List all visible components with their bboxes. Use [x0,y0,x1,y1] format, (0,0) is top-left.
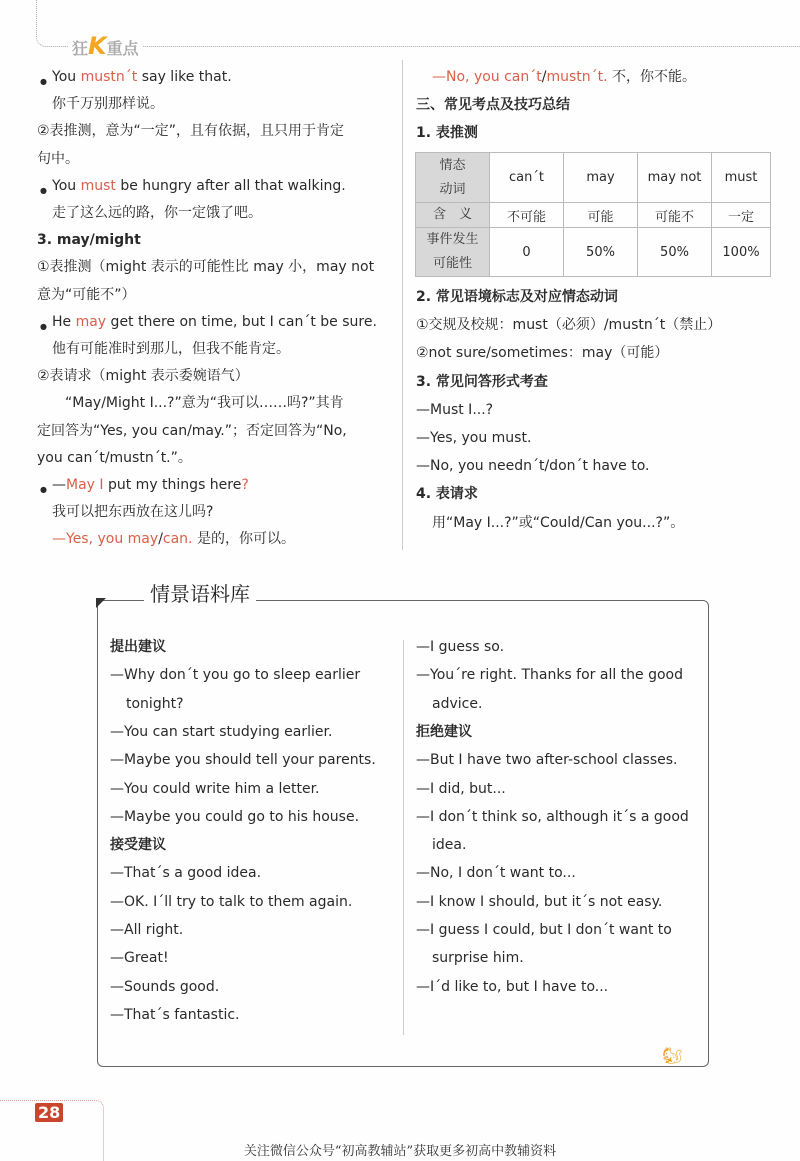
text-segment: —Maybe you could go to his house. [110,808,360,825]
text-segment: 定回答为“Yes, you can/may.”；否定回答为“No, [37,422,347,439]
text-line [37,286,136,304]
text-segment: 3. may/might [37,232,141,249]
text-line [52,177,346,195]
text-segment: —I guess so. [416,639,505,655]
text-segment: — [52,477,66,493]
text-line [110,921,183,939]
logo-k: K [88,32,107,60]
highlighted-text: May I [66,477,104,493]
text-segment: —I did, but... [416,780,506,797]
text-segment: —You can start studying earlier. [110,723,333,740]
table-cell: 100% [712,228,771,277]
text-segment: “May/Might I...?”意为“我可以……吗?”其肯 [65,395,344,412]
text-segment: —All right. [110,922,184,938]
text-segment: 4. 表请求 [416,486,478,503]
text-segment: —I don´t think so, although it´s a good [416,808,689,825]
text-line [416,638,504,656]
text-segment: —That´s a good idea. [110,865,262,882]
text-line [52,204,262,222]
heading [416,124,478,142]
text-line [52,340,290,358]
text-line [110,1006,240,1024]
text-line [416,401,493,419]
table-cell: 0 [490,228,564,277]
corner-mark [96,598,106,608]
text-line [432,836,466,854]
heading [416,723,472,741]
table-cell: 50% [638,228,712,277]
text-line [110,893,352,911]
section-logo [68,32,143,60]
row-header-cell: 含 义 [416,203,490,228]
row-header-cell: 事件发生 可能性 [416,228,490,277]
text-line [126,695,184,713]
heading [110,638,166,656]
table-cell: 可能 [564,203,638,228]
text-line [110,751,376,769]
text-line [110,780,320,798]
table-cell: 不可能 [490,203,564,228]
text-segment: ①交规及校规：must（必须）/mustn´t（禁止） [416,317,722,334]
text-segment: —I guess I could, but I don´t want to [416,922,672,938]
table-row [416,203,771,228]
text-segment: surprise him. [432,950,524,967]
table-cell: may [564,153,638,203]
text-segment: —OK. I´ll try to talk to them again. [110,893,353,910]
text-line [432,68,696,86]
text-segment: / [541,69,547,85]
column-divider [402,60,403,550]
text-line [37,258,374,276]
text-segment: —No, you needn´t/don´t have to. [416,458,650,475]
highlighted-text: —No, you can´t [432,69,542,85]
text-segment: 3. 常见问答形式考查 [416,373,548,390]
text-segment: —Yes, you must. [416,430,532,446]
text-segment: say like that. [137,69,232,85]
text-segment: 用“May I...?”或“Could/Can you...?”。 [432,514,685,531]
text-segment: 三、常见考点及技巧总结 [416,97,570,113]
highlighted-text: may [75,313,107,330]
text-segment: get there on time, but I can´t be sure. [106,313,377,330]
text-segment: 你千万别那样说。 [52,96,164,113]
text-line [416,893,662,911]
text-segment: —Sounds good. [110,978,220,995]
text-line [416,780,506,798]
table-row [416,153,771,203]
text-segment: —No, I don´t want to... [416,865,576,882]
text-segment: —But I have two after-school classes. [416,752,678,769]
logo-text: 重点 [106,39,139,58]
text-line [37,422,347,440]
text-segment: / [158,531,163,548]
text-line [432,514,684,532]
text-line [416,316,721,334]
text-line [416,808,689,826]
text-line [37,122,344,140]
text-segment: you can´t/mustn´t.”。 [37,449,192,466]
text-line [416,751,677,769]
text-line [52,313,377,331]
table-cell: 50% [564,228,638,277]
text-segment: ②表推测，意为“一定”，且有依据，且只用于肯定 [37,123,345,140]
highlighted-text: —Yes, you may [52,531,159,548]
table-cell: 一定 [712,203,771,228]
text-segment: —I´d like to, but I have to... [416,978,609,995]
text-segment: be hungry after all that walking. [115,177,346,194]
table-cell: must [712,153,771,203]
text-segment: advice. [432,695,483,712]
text-line [110,808,359,826]
table-cell: 可能不 [638,203,712,228]
text-line [110,978,219,996]
text-line [52,503,213,521]
text-line [416,921,672,939]
highlighted-text: ? [241,477,249,493]
heading [416,96,570,114]
text-segment: put my things here [103,477,242,493]
text-segment: 意为“可能不”） [37,286,136,303]
text-line [110,949,169,967]
text-segment: —Great! [110,950,169,967]
table-row [416,228,771,277]
text-line [110,666,360,684]
text-segment: 接受建议 [110,837,166,854]
text-segment: 他有可能准时到那儿，但我不能肯定。 [52,341,290,357]
text-segment: 走了这么远的路，你一定饿了吧。 [52,205,262,221]
highlighted-text: mustn´t. [546,69,608,85]
table-cell: may not [638,153,712,203]
text-segment: 拒绝建议 [416,723,472,740]
text-line [37,367,249,385]
table-cell: can´t [490,153,564,203]
page-number: 28 [35,1103,63,1122]
text-segment: 我可以把东西放在这儿吗? [52,504,214,521]
highlighted-text: must [80,177,116,194]
text-line [110,723,332,741]
row-header-cell: 情态 动词 [416,153,490,203]
text-segment: 提出建议 [110,639,166,655]
heading [416,288,618,306]
text-segment: 2. 常见语境标志及对应情态动词 [416,289,618,305]
text-line [52,68,232,86]
text-segment: ②表请求（might 表示委婉语气） [37,368,249,385]
text-segment: —I know I should, but it´s not easy. [416,893,663,910]
heading [110,836,166,854]
text-line [432,949,524,967]
text-segment: tonight? [126,695,184,712]
text-segment: ①表推测（might 表示的可能性比 may 小，may not [37,259,375,276]
text-segment: You [52,69,81,85]
text-segment: —That´s fantastic. [110,1006,240,1023]
heading [416,373,548,391]
squirrel-icon: 🐿 [662,1046,683,1065]
text-line [52,530,295,548]
highlighted-text: mustn´t [80,69,138,85]
text-segment: idea. [432,837,467,854]
header-frame [36,0,800,47]
modal-verbs-table [415,152,771,277]
text-line [416,429,531,447]
heading [416,485,478,503]
text-line [416,457,650,475]
footer-note: 关注微信公众号“初高教辅站”获取更多初高中教辅资料 [243,1144,557,1159]
text-line [37,150,79,168]
text-line [52,476,249,494]
box-title: 情景语料库 [144,578,256,607]
text-segment: —Maybe you should tell your parents. [110,752,376,769]
text-segment: ②not sure/sometimes：may（可能） [416,345,669,362]
logo-text: 狂 [72,39,89,58]
text-segment: He [52,313,76,330]
text-segment: 1. 表推测 [416,125,478,141]
text-line [416,666,683,684]
text-segment: 不，你不能。 [607,69,697,85]
text-segment: —Must I...? [416,401,494,418]
text-line [416,978,608,996]
text-line [37,449,192,467]
text-segment: —You could write him a letter. [110,780,320,797]
text-segment: You [52,177,81,194]
text-line [416,344,668,362]
text-segment: 句中。 [37,150,79,167]
text-line [432,695,482,713]
box-divider [403,640,404,1035]
text-line [52,95,164,113]
text-segment: —Why don´t you go to sleep earlier [110,667,361,684]
text-segment: —You´re right. Thanks for all the good [416,667,684,684]
highlighted-text: can. [162,531,193,548]
text-segment: 是的，你可以。 [192,531,295,548]
text-line [110,864,261,882]
text-line [65,394,344,412]
heading [37,231,141,249]
text-line [416,864,576,882]
